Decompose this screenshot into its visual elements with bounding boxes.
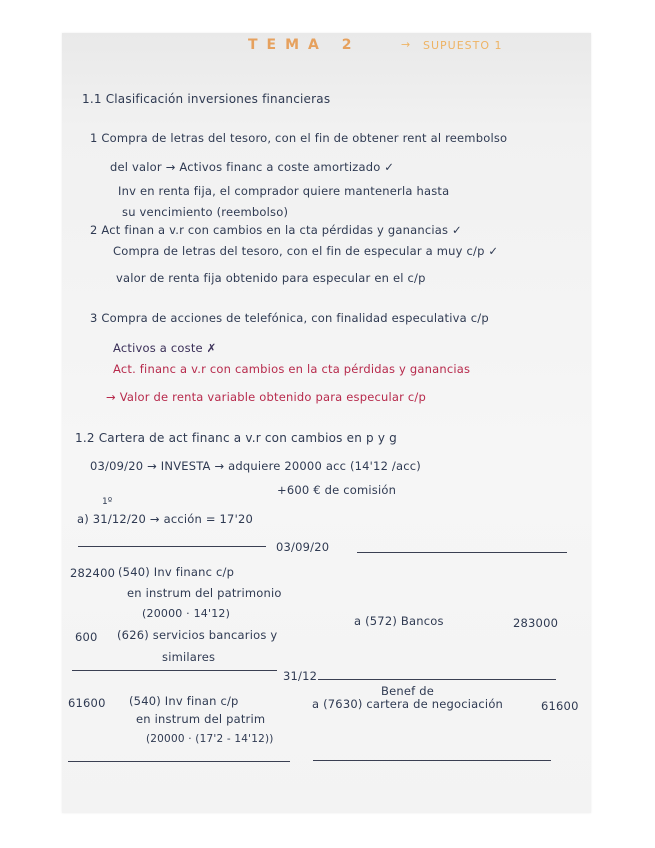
journal-rule-left-1 bbox=[78, 546, 266, 547]
data-line-2: +600 € de comisión bbox=[277, 483, 397, 497]
journal-date-2: 31/12 bbox=[283, 669, 318, 683]
heading-1-1: 1.1 Clasificación inversiones financieras bbox=[82, 92, 331, 106]
item-2-line-3: valor de renta fija obtenido para especular en el c/p bbox=[116, 271, 426, 285]
title-arrow: → bbox=[401, 38, 412, 51]
entry-3-debit-account-2: en instrum del patrim bbox=[136, 712, 266, 726]
entry-2-debit-account: (626) servicios bancarios y bbox=[117, 628, 278, 642]
entry-1-calc: (20000 · 14'12) bbox=[142, 607, 231, 620]
item-3-line-1: 3 Compra de acciones de telefónica, con finalidad especulativa c/p bbox=[90, 311, 489, 325]
entry-1-debit-amount: 282400 bbox=[70, 566, 116, 580]
item-1-line-4: su vencimiento (reembolso) bbox=[122, 205, 289, 219]
item-3-line-3: Act. financ a v.r con cambios en la cta pérdidas y ganancias bbox=[113, 362, 471, 376]
entry-1-credit-account: a (572) Bancos bbox=[354, 614, 444, 628]
data-line-3: a) 31/12/20 → acción = 17'20 bbox=[77, 512, 253, 526]
page-title: TEMA 2 bbox=[248, 37, 361, 53]
item-1-line-1: 1 Compra de letras del tesoro, con el fin de obtener rent al reembolso bbox=[90, 131, 508, 145]
journal-rule-right-2 bbox=[318, 679, 556, 680]
journal-rule-left-3 bbox=[68, 761, 290, 762]
item-1-line-3: Inv en renta fija, el comprador quiere mantenerla hasta bbox=[118, 184, 450, 198]
entry-3-calc: (20000 · (17'2 - 14'12)) bbox=[146, 733, 274, 745]
entry-1-debit-account-2: en instrum del patrimonio bbox=[127, 586, 282, 600]
item-2-line-2: Compra de letras del tesoro, con el fin de especular a muy c/p ✓ bbox=[113, 244, 499, 258]
entry-1-debit-account: (540) Inv financ c/p bbox=[118, 565, 235, 579]
entry-3-credit-amount: 61600 bbox=[541, 699, 579, 713]
entry-2-debit-account-2: similares bbox=[162, 650, 216, 664]
item-3-line-4: → Valor de renta variable obtenido para especular c/p bbox=[106, 390, 427, 404]
data-line-3-marker: 1º bbox=[102, 497, 113, 507]
entry-3-debit-amount: 61600 bbox=[68, 696, 106, 710]
entry-2-debit-amount: 600 bbox=[75, 630, 98, 644]
item-1-line-2: del valor → Activos financ a coste amortizado ✓ bbox=[110, 160, 395, 174]
item-3-line-2: Activos a coste ✗ bbox=[113, 341, 217, 355]
heading-1-2: 1.2 Cartera de act financ a v.r con cambios en p y g bbox=[75, 431, 398, 445]
journal-rule-left-2 bbox=[72, 670, 277, 671]
journal-date-1: 03/09/20 bbox=[276, 540, 330, 554]
title-supuesto: SUPUESTO 1 bbox=[423, 39, 503, 52]
entry-3-credit-account: a (7630) cartera de negociación bbox=[312, 697, 504, 711]
journal-rule-right-3 bbox=[313, 760, 551, 761]
entry-3-debit-account: (540) Inv finan c/p bbox=[129, 694, 239, 708]
entry-3-credit-top: Benef de bbox=[381, 684, 435, 698]
entry-1-credit-amount: 283000 bbox=[513, 616, 559, 630]
item-2-line-1: 2 Act finan a v.r con cambios en la cta pérdidas y ganancias ✓ bbox=[90, 223, 462, 237]
journal-rule-right-1 bbox=[357, 552, 567, 553]
data-line-1: 03/09/20 → INVESTA → adquiere 20000 acc (14'12 /acc) bbox=[90, 459, 421, 473]
